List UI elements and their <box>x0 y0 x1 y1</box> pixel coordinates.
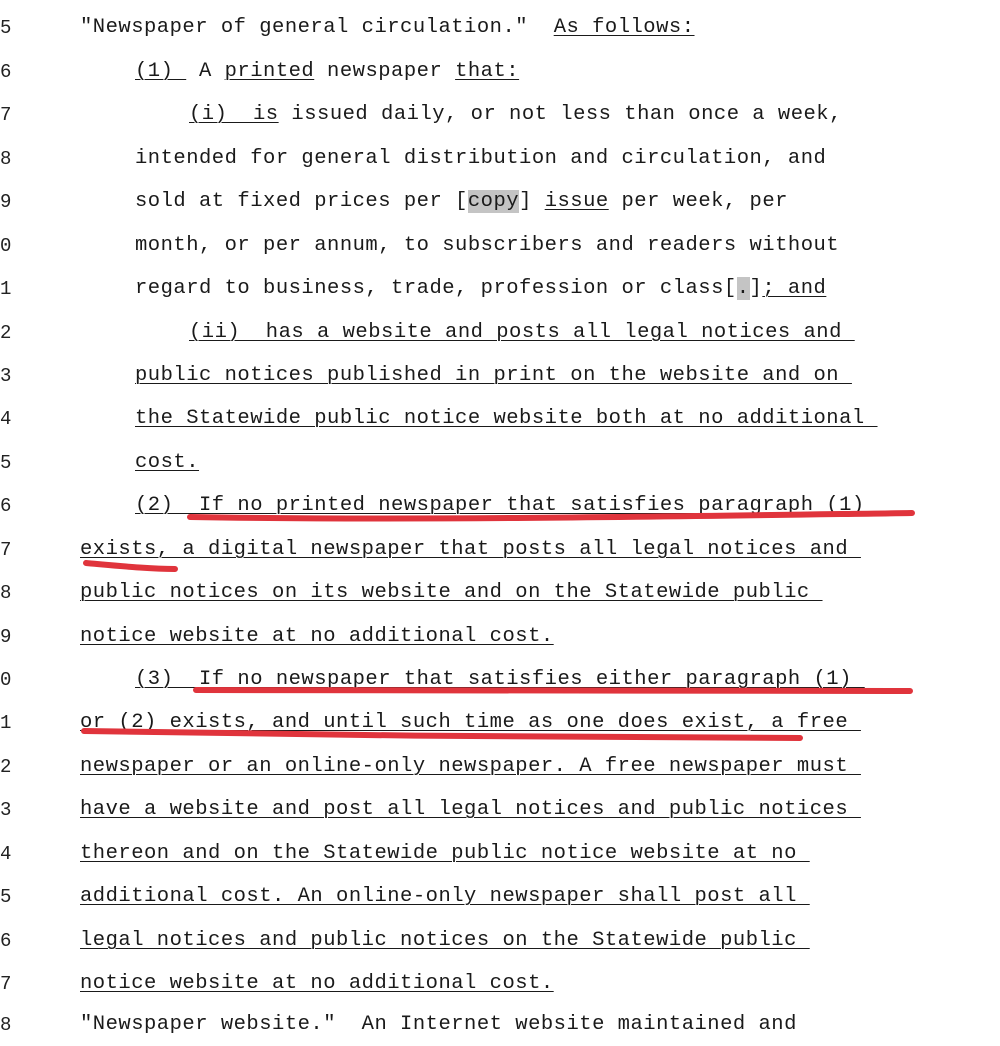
line-text: cost. <box>135 451 200 474</box>
line-number: 4 <box>0 843 12 865</box>
doc-line <box>0 971 1000 1005</box>
doc-line <box>0 884 1000 918</box>
doc-line <box>0 841 1000 875</box>
line-number: 0 <box>0 235 12 257</box>
line-text: intended for general distribution and circulation, and <box>135 147 827 170</box>
doc-line <box>0 320 1000 354</box>
doc-line <box>0 624 1000 658</box>
line-number: 8 <box>0 148 12 170</box>
line-number: 2 <box>0 756 12 778</box>
doc-line <box>0 59 1000 93</box>
doc-line <box>0 667 1000 701</box>
doc-line <box>0 537 1000 571</box>
line-number: 9 <box>0 626 12 648</box>
line-number: 5 <box>0 886 12 908</box>
line-number: 3 <box>0 365 12 387</box>
doc-line <box>0 233 1000 267</box>
line-number: 6 <box>0 495 12 517</box>
line-text: month, or per annum, to subscribers and readers without <box>135 234 840 257</box>
line-text: newspaper or an online-only newspaper. A free newspaper must <box>80 755 861 778</box>
doc-line <box>0 363 1000 397</box>
line-text: notice website at no additional cost. <box>80 625 554 648</box>
line-number: 5 <box>0 452 12 474</box>
line-number: 9 <box>0 191 12 213</box>
deleted-text-highlight: . <box>736 277 750 300</box>
line-text: legal notices and public notices on the Statewide public <box>80 929 810 952</box>
line-text: regard to business, trade, profession or class[.]; and <box>135 277 827 300</box>
line-text: or (2) exists, and until such time as one does exist, a free <box>80 711 861 734</box>
line-text: thereon and on the Statewide public notice website at no <box>80 842 810 865</box>
line-number: 7 <box>0 539 12 561</box>
doc-line <box>0 928 1000 962</box>
line-number: 8 <box>0 1014 12 1036</box>
deleted-text-highlight: copy <box>467 190 520 213</box>
line-number: 7 <box>0 104 12 126</box>
doc-line <box>0 450 1000 484</box>
line-text: (1) A printed newspaper that: <box>135 60 520 83</box>
line-number: 1 <box>0 278 12 300</box>
line-text: "Newspaper website." An Internet website maintained and <box>80 1013 797 1036</box>
line-text: (3) If no newspaper that satisfies either paragraph (1) <box>135 668 865 691</box>
doc-line <box>0 15 1000 49</box>
line-number: 1 <box>0 712 12 734</box>
doc-line <box>0 710 1000 744</box>
doc-line <box>0 146 1000 180</box>
line-number: 3 <box>0 799 12 821</box>
line-text: have a website and post all legal notices and public notices <box>80 798 861 821</box>
line-text: sold at fixed prices per [copy] issue per week, per <box>135 190 788 213</box>
line-text: the Statewide public notice website both at no additional <box>135 407 878 430</box>
line-number: 5 <box>0 17 12 39</box>
line-text: "Newspaper of general circulation." As follows: <box>80 16 695 39</box>
line-number: 7 <box>0 973 12 995</box>
doc-line <box>0 580 1000 614</box>
doc-line <box>0 276 1000 310</box>
line-text: (i) is issued daily, or not less than once a week, <box>189 103 842 126</box>
line-number: 8 <box>0 582 12 604</box>
doc-line <box>0 1012 1000 1046</box>
line-text: public notices published in print on the website and on <box>135 364 852 387</box>
line-text: additional cost. An online-only newspaper shall post all <box>80 885 810 908</box>
line-text: public notices on its website and on the Statewide public <box>80 581 823 604</box>
line-text: (ii) has a website and posts all legal notices and <box>189 321 855 344</box>
doc-line <box>0 102 1000 136</box>
line-text: notice website at no additional cost. <box>80 972 554 995</box>
line-text: (2) If no printed newspaper that satisfies paragraph (1) <box>135 494 878 517</box>
doc-line <box>0 797 1000 831</box>
line-number: 2 <box>0 322 12 344</box>
line-number: 6 <box>0 930 12 952</box>
line-text: exists, a digital newspaper that posts all legal notices and <box>80 538 861 561</box>
doc-line <box>0 189 1000 223</box>
doc-line <box>0 754 1000 788</box>
doc-line <box>0 406 1000 440</box>
doc-line <box>0 493 1000 527</box>
line-number: 6 <box>0 61 12 83</box>
line-number: 0 <box>0 669 12 691</box>
line-number: 4 <box>0 408 12 430</box>
